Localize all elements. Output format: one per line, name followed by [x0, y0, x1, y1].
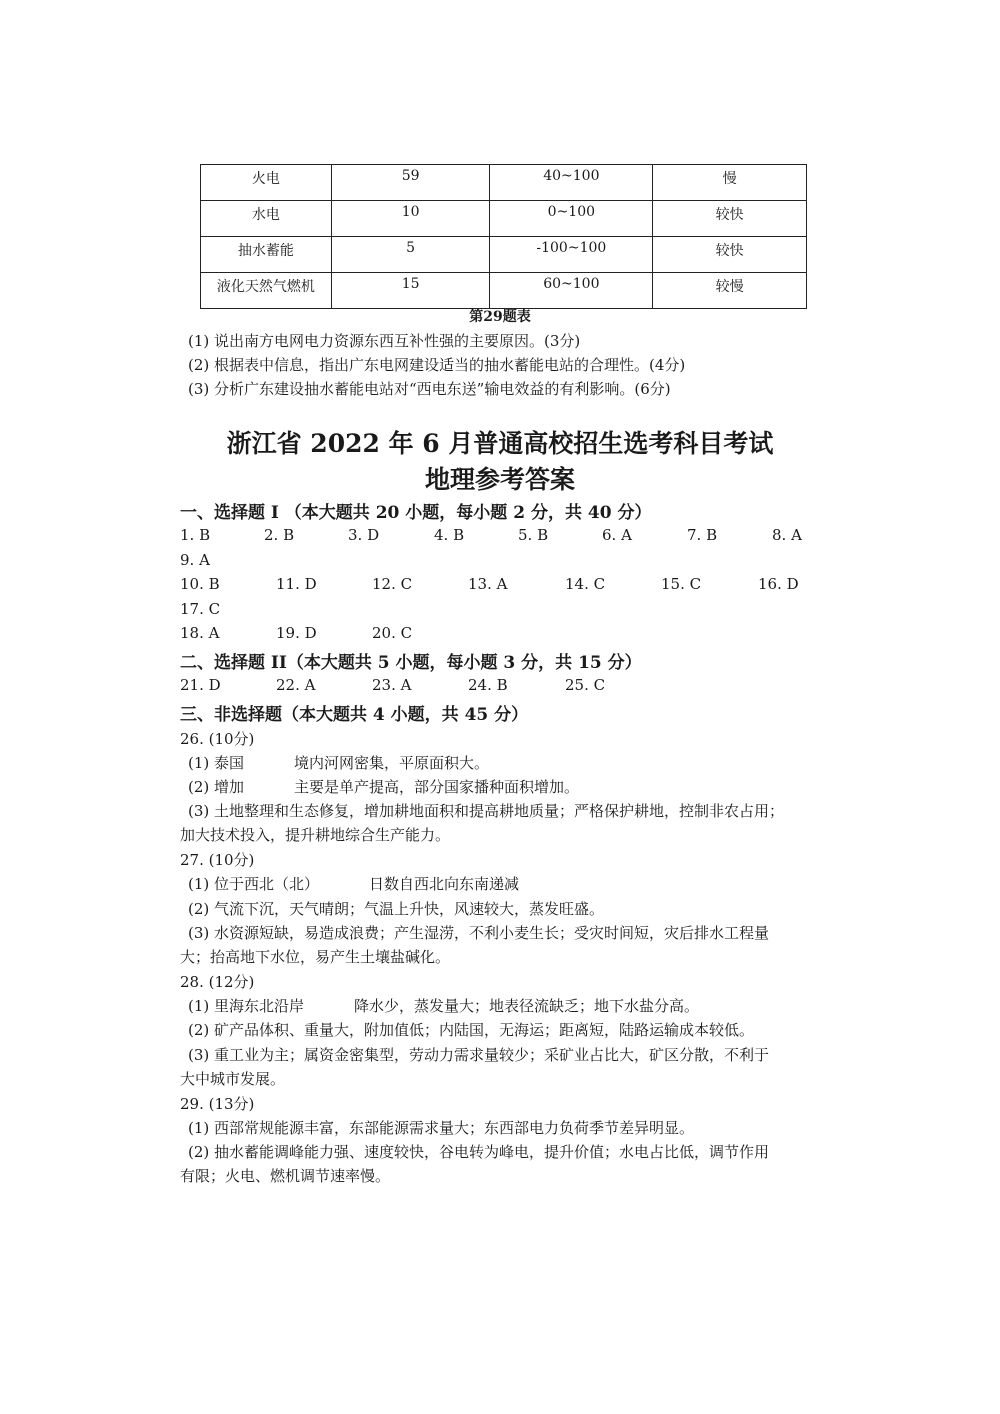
table-cell: 较快: [653, 201, 807, 237]
q28-answer-1-label: (1) 里海东北沿岸: [188, 997, 305, 1015]
answer-row: [180, 624, 820, 646]
answer-item: 9. A: [180, 551, 210, 569]
q26-answer-2: [188, 776, 579, 797]
table-row: [201, 201, 807, 237]
answer-item: 4. B: [434, 526, 465, 544]
page-title: 浙江省 2022 年 6 月普通高校招生选考科目考试: [226, 429, 774, 458]
answer-item: 1. B: [180, 526, 211, 544]
table-cell: 较快: [653, 237, 807, 273]
table-cell: 火电: [201, 165, 332, 201]
question-29-1: (1) 说出南方电网电力资源东西互补性强的主要原因。(3分): [188, 332, 581, 350]
q29-answer-2-cont: 有限；火电、燃机调节速率慢。: [180, 1167, 391, 1185]
answer-item: 23. A: [372, 676, 412, 694]
q29-answer-1: (1) 西部常规能源丰富，东部能源需求量大；东西部电力负荷季节差异明显。: [188, 1119, 695, 1137]
section-3-heading: 三、非选择题（本大题共 4 小题，共 45 分）: [180, 705, 529, 725]
answer-item: 22. A: [276, 676, 316, 694]
q26-answer-1: [188, 752, 489, 773]
q28-head: 28. (12分): [180, 973, 255, 991]
answer-item: 13. A: [468, 575, 508, 593]
table-cell: 5: [331, 237, 490, 273]
q28-answer-1: [188, 995, 699, 1016]
q29-answer-2: (2) 抽水蓄能调峰能力强、速度较快，谷电转为峰电，提升价值；水电占比低，调节作用: [188, 1143, 770, 1161]
table-cell: 40~100: [490, 165, 653, 201]
q27-answer-3: (3) 水资源短缺，易造成浪费；产生湿涝，不利小麦生长；受灾时间短，灾后排水工程量: [188, 924, 770, 942]
section-2-heading: 二、选择题 II（本大题共 5 小题，每小题 3 分，共 15 分）: [180, 653, 642, 673]
q27-answer-3-cont: 大；抬高地下水位，易产生土壤盐碱化。: [180, 948, 451, 966]
answer-item: 8. A: [772, 526, 802, 544]
page-subtitle: 地理参考答案: [424, 465, 575, 494]
answer-item: 10. B: [180, 575, 220, 593]
q26-head: 26. (10分): [180, 730, 255, 748]
table-caption: 第29题表: [469, 309, 531, 325]
table-cell: 0~100: [490, 201, 653, 237]
answer-item: 24. B: [468, 676, 508, 694]
table-cell: -100~100: [490, 237, 653, 273]
answer-item: 15. C: [661, 575, 702, 593]
table-cell: 10: [331, 201, 490, 237]
answer-item: 14. C: [565, 575, 606, 593]
q28-answer-1-text: 降水少，蒸发量大；地表径流缺乏；地下水盐分高。: [354, 997, 700, 1015]
q26-answer-1-text: 境内河网密集，平原面积大。: [294, 754, 490, 772]
q29-head: 29. (13分): [180, 1095, 255, 1113]
answer-item: 16. D: [758, 575, 799, 593]
table-cell: 59: [331, 165, 490, 201]
answer-item: 3. D: [348, 526, 380, 544]
q27-head: 27. (10分): [180, 851, 255, 869]
answer-item: 12. C: [372, 575, 413, 593]
table-cell: 液化天然气燃机: [201, 273, 332, 309]
q28-answer-2: (2) 矿产品体积、重量大，附加值低；内陆国，无海运；距离短，陆路运输成本较低。: [188, 1021, 755, 1039]
table-row: [201, 165, 807, 201]
table-cell: 15: [331, 273, 490, 309]
answer-item: 20. C: [372, 624, 413, 642]
q26-answer-3-cont: 加大技术投入，提升耕地综合生产能力。: [180, 826, 451, 844]
q26-answer-2-label: (2) 增加: [188, 778, 245, 796]
power-source-table: [200, 164, 807, 309]
question-29-3: (3) 分析广东建设抽水蓄能电站对“西电东送”输电效益的有利影响。(6分): [188, 380, 671, 398]
answer-item: 18. A: [180, 624, 220, 642]
table-cell: 60~100: [490, 273, 653, 309]
table-cell: 较慢: [653, 273, 807, 309]
table-row: [201, 273, 807, 309]
answer-item: 11. D: [276, 575, 317, 593]
q27-answer-2: (2) 气流下沉，天气晴朗；气温上升快，风速较大，蒸发旺盛。: [188, 900, 605, 918]
answer-row: [180, 526, 820, 548]
q27-answer-1-label: (1) 位于西北（北）: [188, 875, 320, 893]
q26-answer-1-label: (1) 泰国: [188, 754, 245, 772]
answer-item: 6. A: [602, 526, 632, 544]
answer-item: 2. B: [264, 526, 295, 544]
q26-answer-3: (3) 土地整理和生态修复，增加耕地面积和提高耕地质量；严格保护耕地，控制非农占用；: [188, 802, 785, 820]
q28-answer-3: (3) 重工业为主；属资金密集型，劳动力需求量较少；采矿业占比大，矿区分散，不利于: [188, 1046, 770, 1064]
section-1-heading: 一、选择题 I （本大题共 20 小题，每小题 2 分，共 40 分）: [180, 503, 652, 523]
answer-item: 7. B: [687, 526, 718, 544]
answer-item: 19. D: [276, 624, 317, 642]
answer-row: [180, 676, 820, 698]
answer-item: 25. C: [565, 676, 606, 694]
q28-answer-3-cont: 大中城市发展。: [180, 1070, 286, 1088]
table-cell: 抽水蓄能: [201, 237, 332, 273]
answer-item: 21. D: [180, 676, 221, 694]
table-cell: 慢: [653, 165, 807, 201]
q26-answer-2-text: 主要是单产提高，部分国家播种面积增加。: [294, 778, 580, 796]
q27-answer-1: [188, 873, 519, 894]
q27-answer-1-text: 日数自西北向东南递减: [369, 875, 520, 893]
answer-item: 17. C: [180, 600, 221, 618]
table-cell: 水电: [201, 201, 332, 237]
question-29-2: (2) 根据表中信息，指出广东电网建设适当的抽水蓄能电站的合理性。(4分): [188, 356, 686, 374]
answer-row: [180, 575, 820, 597]
table-row: [201, 237, 807, 273]
answer-item: 5. B: [518, 526, 549, 544]
